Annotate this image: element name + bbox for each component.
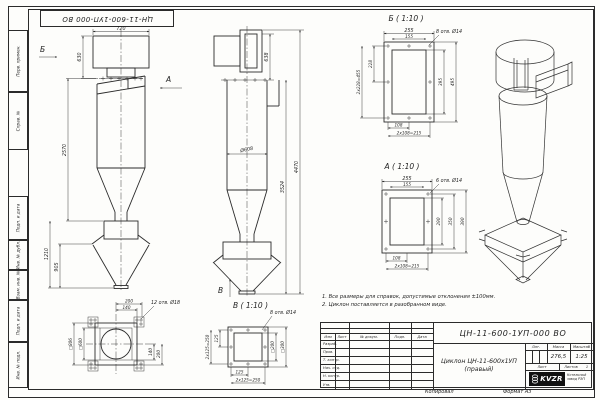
front-view-drawing (36, 22, 190, 298)
dim-350: 350 (448, 217, 453, 226)
company-name (567, 373, 592, 381)
dim-sq200: □200 (270, 341, 275, 353)
margin-box-inv-dubl (8, 240, 28, 270)
dim-390: 390 (460, 217, 465, 226)
margin-box-podp-data-2 (8, 300, 28, 342)
dim-638: 638 (265, 52, 270, 62)
dim-sq300: □300 (280, 341, 285, 353)
margin-label: Перв. примен. (15, 45, 21, 77)
dim-255: 255 (402, 177, 412, 182)
dim-495: 495 (450, 78, 455, 86)
dim-1210: 1210 (45, 247, 50, 261)
dim-255: 255 (404, 29, 414, 34)
dim-diameter-608: Ø608 (240, 146, 254, 155)
dim-2x108: 2х108=215 (396, 130, 422, 136)
detail-v-holes-note: 8 отв. Ø14 (270, 311, 297, 316)
col-data: Дата (417, 334, 427, 339)
company-name-line1: Котельный (567, 373, 587, 377)
dim-125-left: 125 (214, 334, 219, 343)
view-arrow-b-label: Б (40, 45, 46, 54)
dim-2x108: 2х108=215 (394, 263, 420, 269)
sheets-label: Листов (564, 364, 578, 369)
margin-label: Подп. и дата (15, 203, 21, 233)
cyclone-3d-view (468, 16, 596, 296)
dim-155: 155 (403, 181, 411, 187)
notes-block (322, 294, 590, 309)
cyclone-3d-wireframe (479, 40, 572, 283)
margin-label: Инв. № подл. (15, 350, 21, 380)
row-utv: Утв. (323, 382, 331, 387)
scale-value: 1:25 (575, 353, 588, 360)
detail-a-drawing (346, 158, 482, 292)
row-nachotd: Нач. отд. (323, 366, 341, 370)
note-line-1: 1. Все размеры для справок, допустимые отклонения ±100мм. (322, 294, 496, 300)
dim-4470: 4470 (295, 160, 300, 174)
dim-2570: 2570 (63, 143, 68, 157)
side-view-outline (213, 26, 281, 296)
company-logo (529, 372, 565, 386)
coil-icon (531, 374, 539, 384)
dim-200-top: 200 (125, 298, 133, 304)
sheets-value: 1 (585, 364, 589, 369)
margin-box-sprav-no (8, 92, 28, 150)
part-name-line1: Циклон ЦН-11-600х1УП (441, 358, 517, 365)
lit-label: Лит. (531, 344, 541, 349)
side-view-drawing (190, 22, 318, 300)
dim-sq806: □806 (68, 338, 73, 350)
detail-b-holes-note: 8 отв. Ø14 (436, 30, 463, 35)
col-docnum: № докум. (360, 334, 378, 339)
view-arrow-a-label: А (166, 75, 172, 84)
document-designation: ЦН-11-600-1УП-000 ВО (459, 328, 567, 338)
col-podp: Подп. (394, 334, 406, 339)
detail-a-title: А ( 1:10 ) (384, 162, 420, 171)
footer-format-label: Формат А3 (503, 389, 532, 395)
plan-view-drawing (42, 292, 208, 398)
side-view-dimensions (218, 30, 304, 297)
dim-2x125-left: 2х125=250 (205, 334, 210, 360)
dim-290: 290 (436, 217, 441, 226)
sheet-label: Лист (537, 364, 547, 369)
dim-108: 108 (394, 122, 403, 128)
detail-v-title: В ( 1:10 ) (233, 301, 268, 310)
col-izm: Изм (324, 334, 332, 339)
dim-155: 155 (405, 33, 413, 39)
title-block (320, 322, 592, 388)
dim-140-right: 140 (148, 348, 153, 356)
scale-label: Масштаб (572, 344, 591, 349)
col-list: Лист (337, 334, 347, 339)
front-view-dimensions (39, 26, 182, 288)
dim-sq600: □600 (78, 338, 83, 350)
detail-b-title: Б ( 1:10 ) (388, 14, 424, 23)
row-tkontr: Т. контр. (323, 358, 340, 362)
margin-box-podp-data-1 (8, 196, 28, 240)
dim-125: 125 (235, 369, 244, 375)
footer-copied-label: Копировал (425, 389, 454, 395)
margin-label: Подп. и дата (15, 306, 21, 336)
dim-200-right: 200 (156, 350, 161, 358)
plan-holes-note: 12 отв. Ø18 (151, 301, 181, 306)
margin-label: Справ. № (15, 110, 21, 132)
dim-2x228: 2х228=455 (356, 69, 361, 95)
note-line-2: 2. Циклон поставляется в разобранном виде. (322, 301, 447, 308)
mass-value: 276,5 (550, 353, 567, 360)
dim-720: 720 (116, 27, 126, 32)
dim-3524: 3524 (281, 180, 286, 194)
mass-label: Масса (552, 344, 565, 349)
detail-a-outline (382, 190, 432, 253)
detail-a-holes-note: 6 отв. Ø14 (436, 179, 463, 184)
detail-v-dimensions (205, 309, 296, 385)
row-prov: Пров. (323, 350, 334, 354)
dim-630: 630 (78, 52, 83, 62)
row-razrab: Разраб. (323, 342, 338, 346)
margin-label: Взам. инв. № (15, 270, 21, 300)
detail-b-outline (384, 42, 434, 122)
margin-box-vzam-inv (8, 270, 28, 300)
dim-140-top: 140 (122, 304, 131, 310)
logo-text: KVZR (540, 375, 563, 383)
row-nkontr: Н. контр. (323, 374, 341, 378)
front-view-outline (92, 30, 150, 290)
dim-228: 228 (368, 60, 373, 68)
detail-v-drawing (204, 294, 332, 398)
margin-box-inv-podl (8, 342, 28, 388)
margin-box-perv-primen (8, 30, 28, 92)
dim-395: 395 (438, 78, 443, 86)
dim-905: 905 (55, 262, 60, 272)
margin-label: Инв. № дубл. (15, 240, 21, 270)
company-name-line2: завод РЭП (567, 377, 585, 382)
dim-2x125: 2х125=250 (235, 377, 261, 383)
top-designation-text: ЦН-11-600-1УП-000 ВО (61, 14, 153, 23)
dim-108: 108 (392, 255, 401, 261)
part-name-line2: (правый) (464, 366, 494, 373)
view-arrow-v-label: В (218, 286, 224, 295)
part-name (433, 343, 525, 389)
